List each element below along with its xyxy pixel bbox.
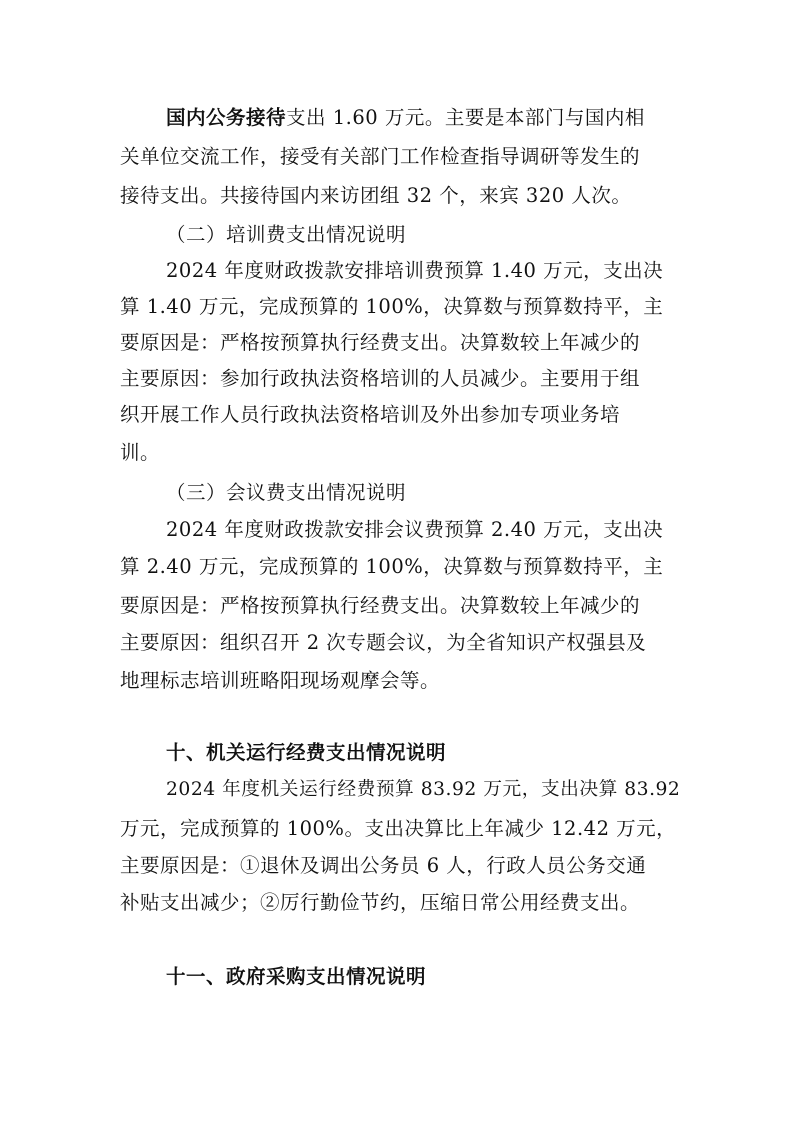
operation-line-2: 万元，完成预算的 100%。支出决算比上年减少 12.42 万元，	[120, 817, 677, 840]
reception-line-2: 关单位交流工作，接受有关部门工作检查指导调研等发生的	[120, 145, 641, 168]
reception-line-1	[0, 102, 793, 134]
reception-line-3: 接待支出。共接待国内来访团组 32 个，来宾 320 人次。	[120, 184, 632, 207]
training-line-5: 织开展工作人员行政执法资格培训及外出参加专项业务培	[120, 403, 621, 426]
operation-heading: 十、机关运行经费支出情况说明	[166, 741, 447, 764]
reception-line-1-text: 支出 1.60 万元。主要是本部门与国内相	[286, 106, 645, 129]
reception-lead-bold: 国内公务接待	[166, 106, 287, 129]
meeting-line-2: 算 2.40 万元，完成预算的 100%，决算数与预算数持平，主	[120, 555, 664, 578]
training-line-2: 算 1.40 万元，完成预算的 100%，决算数与预算数持平，主	[120, 295, 664, 318]
training-line-4: 主要原因：参加行政执法资格培训的人员减少。主要用于组	[120, 367, 641, 390]
training-line-1: 2024 年度财政拨款安排培训费预算 1.40 万元，支出决	[166, 259, 664, 282]
procurement-heading: 十一、政府采购支出情况说明	[166, 965, 427, 988]
meeting-line-5: 地理标志培训班略阳现场观摩会等。	[120, 669, 441, 692]
operation-line-3: 主要原因是：①退休及调出公务员 6 人，行政人员公务交通	[120, 854, 647, 877]
training-line-6: 训。	[120, 441, 161, 464]
meeting-line-1: 2024 年度财政拨款安排会议费预算 2.40 万元，支出决	[166, 518, 664, 541]
meeting-line-4: 主要原因：组织召开 2 次专题会议，为全省知识产权强县及	[120, 631, 647, 654]
operation-line-4: 补贴支出减少；②厉行勤俭节约，压缩日常公用经费支出。	[120, 891, 641, 914]
operation-line-1: 2024 年度机关运行经费预算 83.92 万元，支出决算 83.92	[166, 779, 681, 800]
training-subheading: （二）培训费支出情况说明	[166, 223, 407, 246]
training-line-3: 要原因是：严格按预算执行经费支出。决算数较上年减少的	[120, 331, 641, 354]
meeting-line-3: 要原因是：严格按预算执行经费支出。决算数较上年减少的	[120, 594, 641, 617]
meeting-subheading: （三）会议费支出情况说明	[166, 481, 407, 504]
